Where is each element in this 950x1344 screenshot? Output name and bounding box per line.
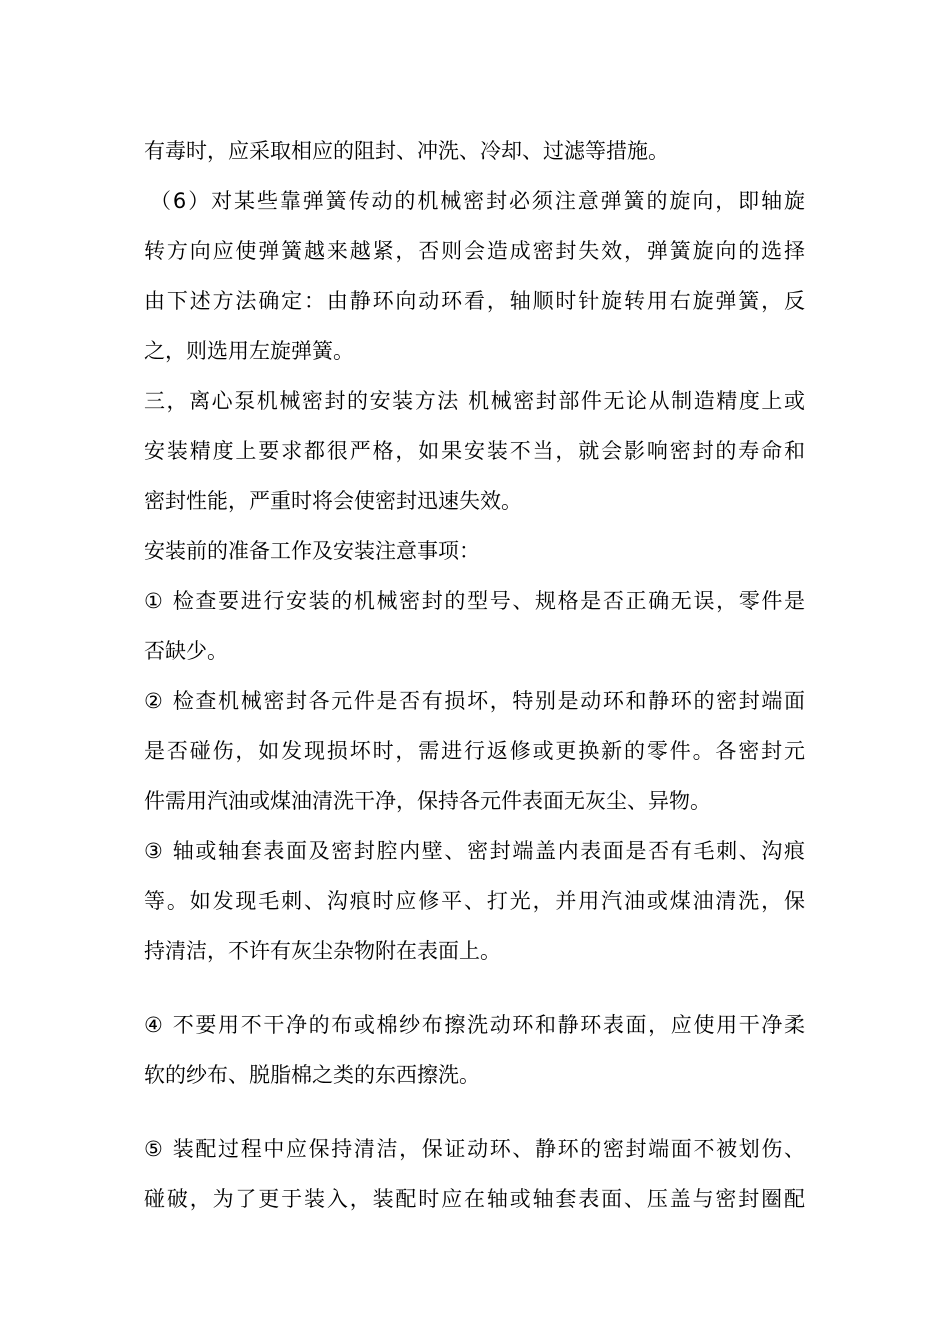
text-line: 否缺少。 bbox=[144, 639, 228, 663]
text-line: 由下述方法确定：由静环向动环看，轴顺时针旋转用右旋弹簧，反 bbox=[144, 289, 805, 313]
text-line: ③ 轴或轴套表面及密封腔内壁、密封端盖内表面是否有毛刺、沟痕 bbox=[144, 839, 805, 863]
text-line: ⑤ 装配过程中应保持清洁，保证动环、静环的密封端面不被划伤、 bbox=[144, 1137, 805, 1161]
text-line: （6）对某些靠弹簧传动的机械密封必须注意弹簧的旋向，即轴旋 bbox=[150, 189, 805, 213]
text-line: 转方向应使弹簧越来越紧，否则会造成密封失效，弹簧旋向的选择 bbox=[144, 239, 805, 263]
text-line: 是否碰伤，如发现损坏时，需进行返修或更换新的零件。各密封元 bbox=[144, 739, 805, 763]
text-line: 安装精度上要求都很严格，如果安装不当，就会影响密封的寿命和 bbox=[144, 439, 805, 463]
text-line: ② 检查机械密封各元件是否有损坏，特别是动环和静环的密封端面 bbox=[144, 689, 805, 713]
text-line: 软的纱布、脱脂棉之类的东西擦洗。 bbox=[144, 1063, 480, 1087]
text-line: 安装前的准备工作及安装注意事项： bbox=[144, 539, 480, 563]
text-line: 之，则选用左旋弹簧。 bbox=[144, 339, 354, 363]
text-line: 碰破，为了更于装入，装配时应在轴或轴套表面、压盖与密封圈配 bbox=[144, 1187, 805, 1211]
text-line: 件需用汽油或煤油清洗干净，保持各元件表面无灰尘、异物。 bbox=[144, 789, 711, 813]
text-line: 有毒时，应采取相应的阻封、冲洗、冷却、过滤等措施。 bbox=[144, 139, 669, 163]
text-line: 三，离心泵机械密封的安装方法 机械密封部件无论从制造精度上或 bbox=[144, 389, 805, 413]
text-line: ④ 不要用不干净的布或棉纱布擦洗动环和静环表面，应使用干净柔 bbox=[144, 1013, 805, 1037]
text-line: ① 检查要进行安装的机械密封的型号、规格是否正确无误，零件是 bbox=[144, 589, 805, 613]
text-line: 等。如发现毛刺、沟痕时应修平、打光，并用汽油或煤油清洗，保 bbox=[144, 889, 805, 913]
text-line: 密封性能，严重时将会使密封迅速失效。 bbox=[144, 489, 522, 513]
text-line: 持清洁，不许有灰尘杂物附在表面上。 bbox=[144, 939, 501, 963]
